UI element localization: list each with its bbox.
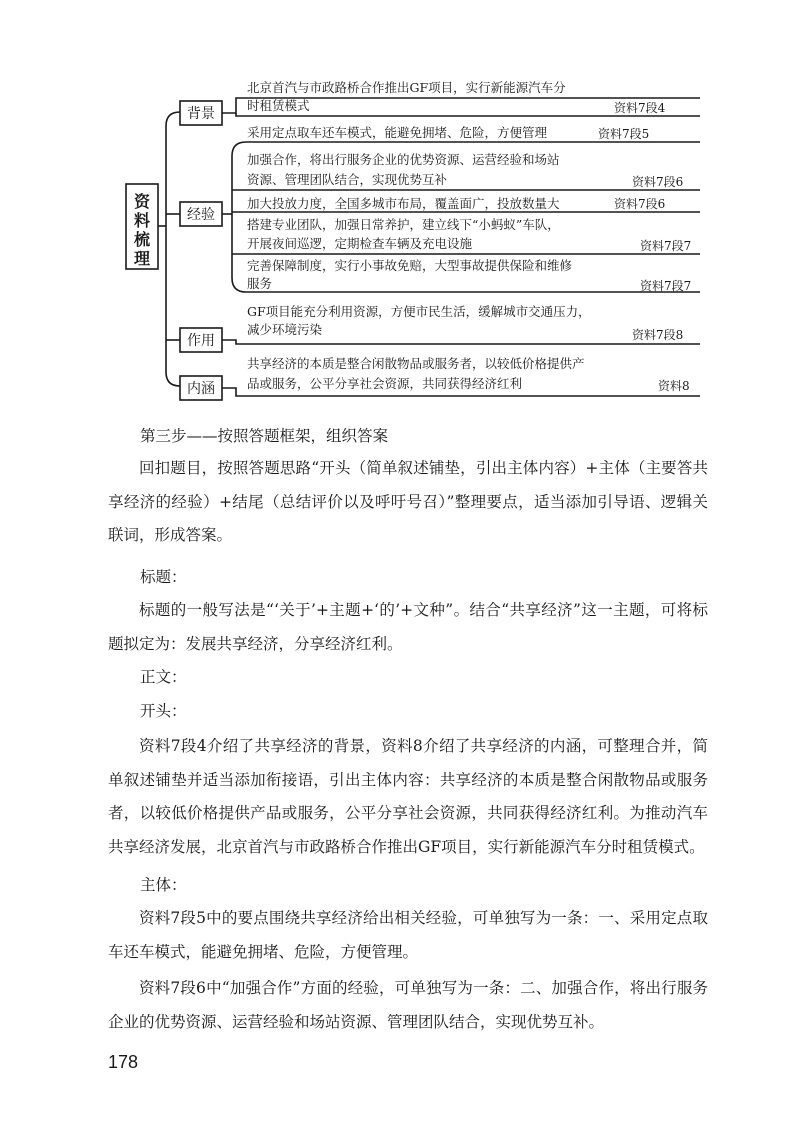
- exp-item-ref: 资料7段6: [614, 197, 666, 211]
- page-number: 178: [108, 1052, 139, 1072]
- root-char: 梳: [133, 230, 151, 249]
- exp-spine: [232, 142, 246, 292]
- exp-item-ref: 资料7段7: [640, 239, 692, 253]
- use-item-line: GF项目能充分利用资源，方便市民生活，缓解城市交通压力，: [247, 304, 591, 319]
- use-item-line: 减少环境污染: [247, 322, 323, 337]
- exp-item-ref: 资料7段6: [632, 175, 684, 189]
- bg-item-line: 北京首汽与市政路桥合作推出GF项目，实行新能源汽车分: [247, 80, 566, 95]
- intro-paragraph: 回扣题目，按照答题思路“开头（简单叙述铺垫，引出主体内容）+主体（主要答共享经济的经验）+结尾（总结评价以及呼吁号召）”整理要点，适当添加引导语、逻辑关联词，形成答案。: [108, 459, 708, 544]
- title-label: 标题：: [140, 568, 187, 586]
- exp-item-line: 加强合作，将出行服务企业的优势资源、运营经验和场站: [247, 152, 560, 167]
- root-char: 理: [133, 249, 151, 268]
- bg-item-line: 时租赁模式: [247, 98, 310, 113]
- exp-item-line: 搭建专业团队，加强日常养护，建立线下“小蚂蚁”车队，: [247, 217, 560, 232]
- root-char: 料: [133, 211, 151, 230]
- root-char: 资: [133, 192, 151, 211]
- title-paragraph: 标题的一般写法是“‘关于’+主题+‘的’+文种”。结合“共享经济”这一主题，可将标题拟定为：发展共享经济，分享经济红利。: [108, 601, 708, 653]
- root-spine: [166, 112, 180, 386]
- exp-item-ref: 资料7段5: [598, 127, 650, 141]
- exp-item-line: 采用定点取车还车模式，能避免拥堵、危险，方便管理: [247, 125, 548, 140]
- bg-item-ref: 资料7段4: [614, 101, 666, 115]
- exp-item-line: 加大投放力度，全国多城市布局，覆盖面广，投放数量大: [247, 196, 560, 211]
- meaning-item-line: 共享经济的本质是整合闲散物品或服务者，以较低价格提供产: [247, 356, 585, 371]
- branch-bg: 背景: [187, 106, 215, 122]
- meaning-item-line: 品或服务，公平分享社会资源，共同获得经济红利: [247, 376, 523, 391]
- material-mind-map: [0, 0, 800, 420]
- exp-item-line: 服务: [247, 276, 273, 291]
- branch-use: 作用: [187, 333, 215, 349]
- meaning-item-ref: 资料8: [658, 379, 690, 393]
- exp-item-line: 完善保障制度，实行小事故免赔，大型事故提供保险和维修: [247, 258, 573, 273]
- branch-exp: 经验: [187, 207, 215, 223]
- use-leaf-line: [222, 340, 700, 344]
- branch-meaning: 内涵: [187, 381, 215, 397]
- use-item-ref: 资料7段8: [632, 328, 684, 342]
- body-label: 正文：: [140, 668, 187, 686]
- exp-item-ref: 资料7段7: [640, 279, 692, 293]
- opening-paragraph: 资料7段4介绍了共享经济的背景，资料8介绍了共享经济的内涵，可整理合并，简单叙述铺垫并适当添加衔接语，引出主体内容：共享经济的本质是整合闲散物品或服务者，以较低价格提供产品或服务，公平分享社会资源，共同获得经济红利。为推动汽车共享经济发展，北京首汽与市政路桥合作推出GF项目，实行新能源汽车分时租赁模式。: [108, 737, 708, 856]
- main-paragraph-2: 资料7段6中“加强合作”方面的经验，可单独写为一条：二、加强合作，将出行服务企业的优势资源、运营经验和场站资源、管理团队结合，实现优势互补。: [108, 979, 708, 1031]
- main-paragraph-1: 资料7段5中的要点围绕共享经济给出相关经验，可单独写为一条：一、采用定点取车还车模式，能避免拥堵、危险，方便管理。: [108, 909, 708, 961]
- main-label: 主体：: [140, 876, 187, 894]
- exp-item-line: 开展夜间巡逻，定期检查车辆及充电设施: [247, 236, 473, 251]
- exp-item-line: 资源、管理团队结合，实现优势互补: [247, 172, 448, 187]
- opening-label: 开头：: [140, 702, 187, 720]
- step3-heading: 第三步——按照答题框架，组织答案: [140, 427, 389, 445]
